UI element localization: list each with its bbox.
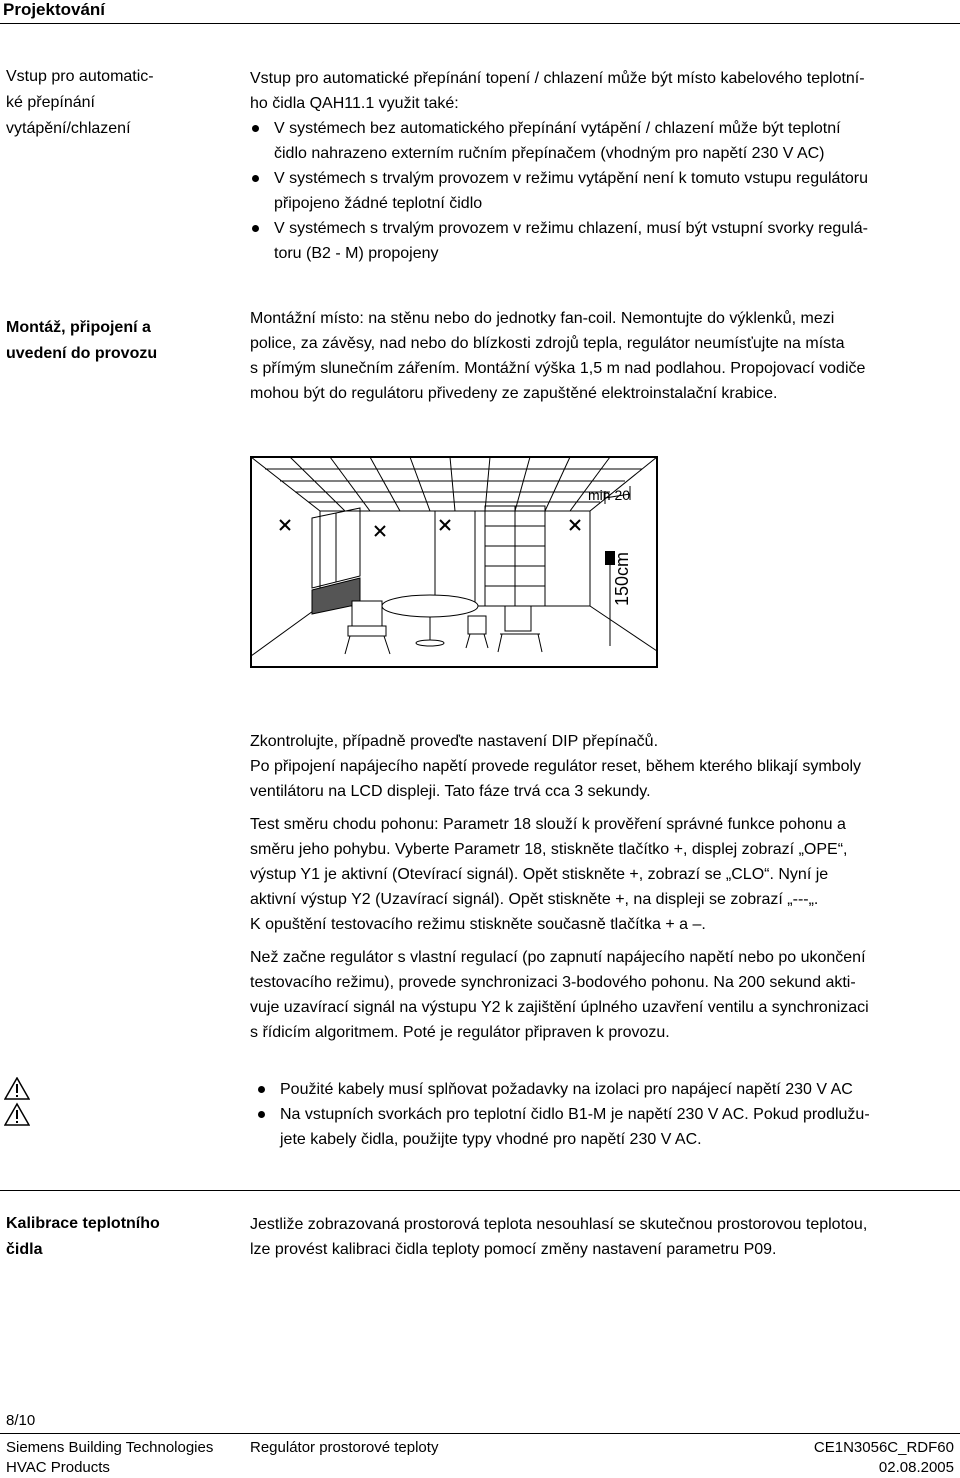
text-line: Test směru chodu pohonu: Parametr 18 slouží k prověření správné funkce pohonu a (250, 816, 846, 833)
text-line: mohou být do regulátoru přivedeny ze zapuštěné elektroinstalační krabice. (250, 385, 778, 402)
list-item (256, 1077, 956, 1102)
side-line: čidla (6, 1241, 43, 1258)
text-line: s řídicím algoritmem. Poté je regulátor připraven k provozu. (250, 1024, 670, 1041)
calibration-body (250, 1212, 950, 1262)
side-line: Vstup pro automatic- (6, 68, 154, 85)
text-line: vuje uzavírací signál na výstupu Y2 k zajištění úplného uzavření ventilu a synchronizaci (250, 999, 869, 1016)
page-number: 8/10 (6, 1412, 36, 1429)
list-item-line: jete kabely čidla, použijte typy vhodné pro napětí 230 V AC. (280, 1131, 702, 1148)
text-line: aktivní výstup Y2 (Uzavírací signál). Opět stiskněte +, na displeji se zobrazí „---„. (250, 891, 819, 908)
warning-body (256, 1077, 956, 1152)
list-item (250, 216, 950, 266)
page-header-title: Projektování (3, 0, 106, 19)
commissioning-body (250, 729, 950, 1045)
text-line: Vstup pro automatické přepínání topení / chlazení může být místo kabelového teplotní- (250, 70, 865, 87)
text-line: Jestliže zobrazovaná prostorová teplota nesouhlasí se skutečnou prostorovou teplotou, (250, 1216, 868, 1233)
footer-rule (0, 1433, 960, 1434)
text-line: ventilátoru na LCD displeji. Tato fáze trvá cca 3 sekundy. (250, 783, 651, 800)
min-distance-label: min 20 (588, 487, 631, 503)
bullet-list (256, 1077, 956, 1152)
footer-doc-code: CE1N3056C_RDF60 (813, 1439, 954, 1456)
list-item-line: Na vstupních svorkách pro teplotní čidlo B1-M je napětí 230 V AC. Pokud prodlužu- (280, 1106, 870, 1123)
text-line: výstup Y1 je aktivní (Otevírací signál). Opět stiskněte +, zobrazí se „CLO“. Nyní je (250, 866, 829, 883)
mounting-body (250, 306, 950, 406)
footer-company (6, 1438, 213, 1478)
text-line: police, za závěsy, nad nebo do blízkosti zdrojů tepla, regulátor neumísťujte na místa (250, 335, 845, 352)
bullet-list (250, 116, 950, 266)
text-line: lze provést kalibraci čidla teploty pomocí změny nastavení parametru P09. (250, 1241, 777, 1258)
list-item-line: připojeno žádné teplotní čidlo (274, 195, 483, 212)
side-line: ké přepínání (6, 94, 95, 111)
side-title-auto-switch (6, 64, 216, 142)
footer-doc-title: Regulátor prostorové teploty (250, 1439, 439, 1456)
text-line: směru jeho pohybu. Vyberte Parametr 18, stiskněte tlačítko +, displej zobrazí „OPE“, (250, 841, 848, 858)
footer-company-line: Siemens Building Technologies (6, 1439, 214, 1456)
auto-switch-body (250, 66, 950, 266)
height-label: 150cm (612, 551, 632, 606)
room-mounting-illustration (250, 456, 658, 668)
text-line: Montážní místo: na stěnu nebo do jednotky fan-coil. Nemontujte do výklenků, mezi (250, 310, 835, 327)
side-line: vytápění/chlazení (6, 120, 131, 137)
list-item (256, 1102, 956, 1152)
list-item-line: Použité kabely musí splňovat požadavky na izolaci pro napájecí napětí 230 V AC (280, 1081, 853, 1098)
list-item-line: V systémech s trvalým provozem v režimu vytápění není k tomuto vstupu regulátoru (274, 170, 869, 187)
text-line: K opuštění testovacího režimu stiskněte současně tlačítka + a –. (250, 916, 706, 933)
side-line: Montáž, připojení a (6, 319, 151, 336)
side-title-mounting (6, 315, 216, 367)
footer-doc-info (814, 1438, 954, 1478)
footer-company-line: HVAC Products (6, 1459, 110, 1476)
list-item (250, 116, 950, 166)
header-rule (0, 23, 960, 24)
warning-triangle-icon (4, 1077, 30, 1127)
section-rule (0, 1190, 960, 1191)
text-line: ho čidla QAH11.1 využit také: (250, 95, 459, 112)
list-item (250, 166, 950, 216)
list-item-line: toru (B2 - M) propojeny (274, 245, 439, 262)
side-title-calibration (6, 1211, 216, 1263)
room-drawing (250, 456, 658, 668)
list-item-line: V systémech s trvalým provozem v režimu chlazení, musí být vstupní svorky regulá- (274, 220, 868, 237)
side-line: Kalibrace teplotního (6, 1215, 160, 1232)
side-line: uvedení do provozu (6, 345, 158, 362)
text-line: testovacího režimu), provede synchronizaci 3-bodového pohonu. Na 200 sekund akti- (250, 974, 856, 991)
warning-icons (4, 1077, 44, 1132)
list-item-line: čidlo nahrazeno externím ručním přepínačem (vhodným pro napětí 230 V AC) (274, 145, 825, 162)
list-item-line: V systémech bez automatického přepínání vytápění / chlazení může být teplotní (274, 120, 841, 137)
text-line: Než začne regulátor s vlastní regulací (po zapnutí napájecího napětí nebo po ukončení (250, 949, 866, 966)
text-line: Po připojení napájecího napětí provede regulátor reset, během kterého blikají symboly (250, 758, 862, 775)
text-line: s přímým slunečním zářením. Montážní výška 1,5 m nad podlahou. Propojovací vodiče (250, 360, 866, 377)
footer-date: 02.08.2005 (878, 1459, 954, 1476)
text-line: Zkontrolujte, případně proveďte nastavení DIP přepínačů. (250, 733, 659, 750)
